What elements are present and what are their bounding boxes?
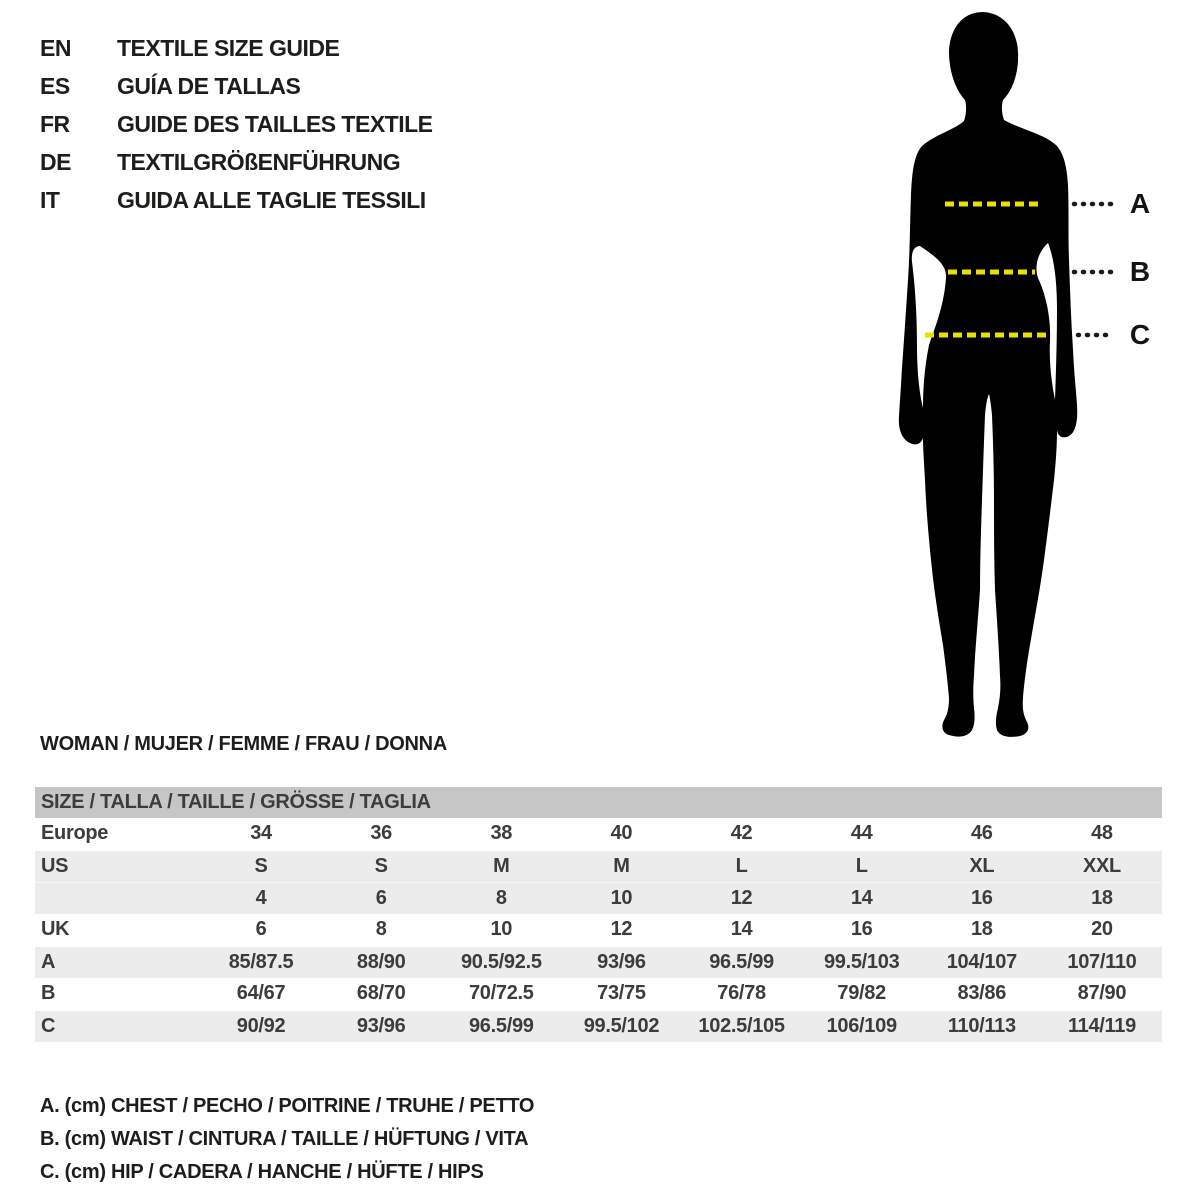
table-cell: M [493,855,510,877]
table-cell: 12 [730,887,753,909]
table-cell: 104/107 [946,951,1017,973]
table-cell: 4 [255,887,267,909]
table-row-chest-a [35,945,1162,978]
table-cell: 114/119 [1067,1015,1136,1037]
language-code: FR [40,110,70,137]
table-cell: 8 [375,918,387,940]
table-cell: 20 [1091,918,1113,940]
table-cell: 73/75 [597,982,646,1004]
table-cell: 64/67 [236,982,286,1004]
table-cell: 12 [610,918,633,940]
size-table [35,787,1162,1042]
guide-title: TEXTILGRÖßENFÜHRUNG [117,148,401,175]
table-cell: 14 [730,918,753,940]
table-cell: 70/72.5 [468,982,534,1004]
table-cell: 106/109 [826,1015,897,1037]
marker-label-c: C [1129,319,1151,350]
table-cell: 44 [850,822,873,844]
table-cell: 40 [610,822,633,844]
table-cell: 79/82 [837,982,886,1004]
table-row-us [35,849,1162,882]
language-row-de [40,143,433,181]
language-code: IT [40,186,60,213]
table-cell: 87/90 [1077,982,1127,1004]
table-cell: 34 [250,822,272,844]
language-row-fr [40,105,433,143]
table-cell: 16 [970,887,993,909]
table-cell: 16 [850,918,873,940]
guide-title: GUIDE DES TAILLES TEXTILE [117,110,433,137]
language-code: DE [40,148,71,175]
row-label: US [41,855,69,877]
legend-waist: B. (cm) WAIST / CINTURA / TAILLE / HÜFTUNG / VITA [40,1128,529,1150]
table-cell: 6 [255,918,267,940]
table-cell: 68/70 [356,982,406,1004]
table-row-hip-c [35,1009,1162,1042]
table-cell: 96.5/99 [709,951,774,973]
table-cell: 76/78 [717,982,766,1004]
table-cell: XL [969,855,995,877]
table-cell: 83/86 [957,982,1007,1004]
legend-chest: A. (cm) CHEST / PECHO / POITRINE / TRUHE / PETTO [40,1095,535,1117]
language-code: EN [40,34,71,61]
row-label: Europe [41,822,109,844]
table-cell: 107/110 [1067,951,1137,973]
table-cell: 18 [970,918,993,940]
table-cell: 102.5/105 [698,1015,785,1037]
table-cell: 99.5/103 [823,951,900,973]
woman-silhouette-figure [850,0,1190,760]
measurement-legend [40,1090,534,1189]
table-cell: 110/113 [947,1015,1016,1037]
table-row-us-numeric [35,882,1162,914]
table-cell: 10 [490,918,513,940]
row-label [35,883,201,914]
table-cell: 10 [610,887,633,909]
marker-label-b: B [1129,256,1151,287]
table-cell: 38 [490,822,513,844]
table-row-waist-b [35,978,1162,1009]
table-cell: 93/96 [356,1015,406,1037]
row-label: A [41,951,56,973]
table-cell: 88/90 [356,951,406,973]
table-cell: XXL [1082,855,1121,877]
table-cell: 48 [1091,822,1113,844]
table-cell: 8 [495,887,507,909]
table-cell: L [855,855,868,877]
table-cell: L [735,855,748,877]
table-cell: S [374,855,388,877]
legend-hip: C. (cm) HIP / CADERA / HANCHE / HÜFTE / HIPS [40,1161,484,1183]
language-title-list [40,29,433,219]
table-cell: 42 [730,822,753,844]
language-row-it [40,181,433,219]
woman-silhouette-icon [850,0,1150,760]
row-label: UK [41,918,70,940]
table-row-europe [35,818,1162,849]
table-cell: 90.5/92.5 [460,951,542,973]
language-row-en [40,29,433,67]
size-table-header: SIZE / TALLA / TAILLE / GRÖSSE / TAGLIA [35,787,1162,818]
table-cell: M [613,855,630,877]
table-row-uk [35,914,1162,945]
table-cell: 90/92 [236,1015,286,1037]
language-code: ES [40,72,70,99]
table-cell: S [254,855,268,877]
table-cell: 46 [970,822,993,844]
table-cell: 93/96 [597,951,646,973]
table-cell: 14 [850,887,873,909]
row-label: C [41,1015,56,1037]
language-row-es [40,67,433,105]
row-label: B [41,982,56,1004]
marker-label-a: A [1129,188,1151,219]
table-cell: 96.5/99 [468,1015,534,1037]
table-cell: 18 [1091,887,1113,909]
guide-title: GUÍA DE TALLAS [117,72,301,99]
woman-silhouette-body [899,12,1077,737]
table-cell: 99.5/102 [583,1015,660,1037]
guide-title: TEXTILE SIZE GUIDE [117,34,340,61]
table-cell: 6 [375,887,387,909]
table-cell: 85/87.5 [228,951,294,973]
section-title-woman: WOMAN / MUJER / FEMME / FRAU / DONNA [40,733,447,755]
table-cell: 36 [370,822,393,844]
guide-title: GUIDA ALLE TAGLIE TESSILI [117,186,426,213]
